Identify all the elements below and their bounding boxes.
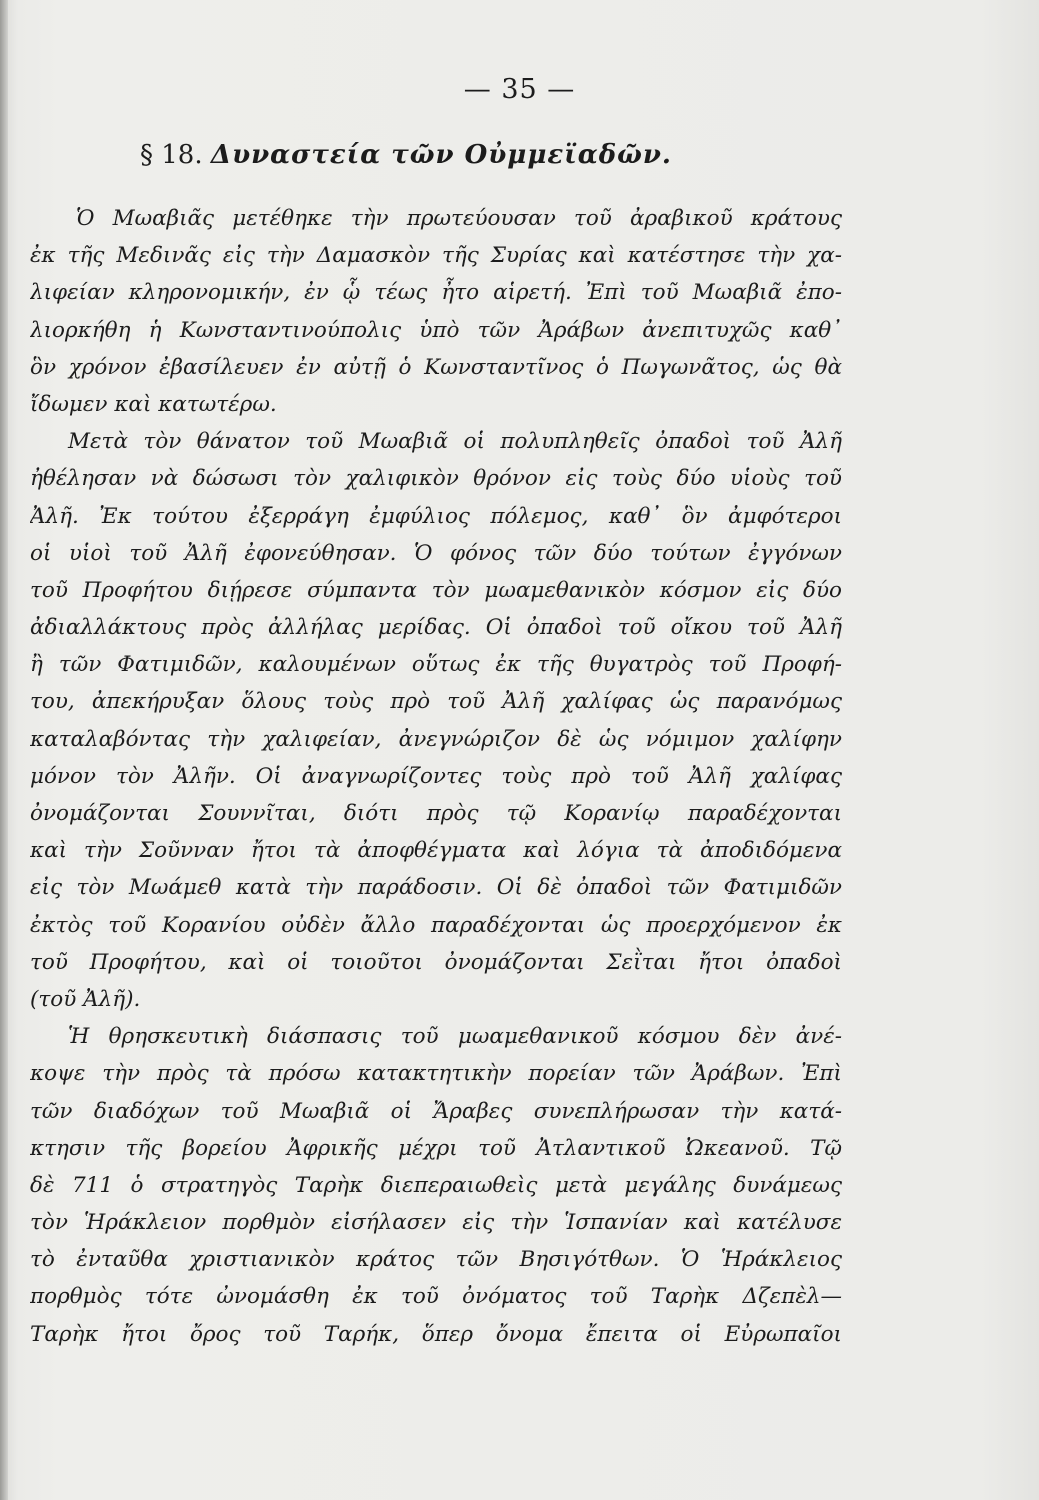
- text-line: ἀδιαλλάκτους πρὸς ἀλλήλας μερίδας. Οἱ ὀπαδοὶ τοῦ οἴκου τοῦ Ἀλῆ: [30, 615, 842, 641]
- text-line: ἢ τῶν Φατιμιδῶν, καλουμένων οὕτως ἐκ τῆς θυγατρὸς τοῦ Προφή-: [30, 652, 842, 678]
- text-line: ὀνομάζονται Σουννῖται, διότι πρὸς τῷ Κορανίῳ παραδέχονται: [30, 801, 842, 826]
- text-line: εἰς τὸν Μωάμεθ κατὰ τὴν παράδοσιν. Οἱ δὲ ὀπαδοὶ τῶν Φατιμιδῶν: [30, 875, 842, 901]
- text-line: Ὁ Μωαβιᾶς μετέθηκε τὴν πρωτεύουσαν τοῦ ἀραβικοῦ κράτους: [76, 206, 842, 231]
- text-line: Ταρὴκ ἤτοι ὄρος τοῦ Ταρήκ, ὅπερ ὄνομα ἔπειτα οἱ Εὐρωπαῖοι: [30, 1321, 842, 1347]
- text-line: κτησιν τῆς βορείου Ἀφρικῆς μέχρι τοῦ Ἀτλαντικοῦ Ὠκεανοῦ. Τῷ: [30, 1135, 842, 1161]
- page-number: — 35 —: [463, 74, 576, 105]
- section-title: Δυναστεία τῶν Οὐμμεϊαδῶν.: [210, 140, 672, 170]
- text-line: του, ἀπεκήρυξαν ὅλους τοὺς πρὸ τοῦ Ἀλῆ χαλίφας ὡς παρανόμως: [30, 689, 842, 715]
- text-line: ἐκ τῆς Μεδινᾶς εἰς τὴν Δαμασκὸν τῆς Συρίας καὶ κατέστησε τὴν χα-: [30, 243, 842, 269]
- text-line: δὲ 711 ὁ στρατηγὸς Ταρὴκ διεπεραιωθεὶς μετὰ μεγάλης δυνάμεως: [30, 1172, 842, 1198]
- binding-edge: [0, 0, 8, 1500]
- text-line: τῶν διαδόχων τοῦ Μωαβιᾶ οἱ Ἄραβες συνεπλήρωσαν τὴν κατά-: [30, 1098, 842, 1124]
- text-line: ἴδωμεν καὶ κατωτέρω.: [30, 391, 277, 417]
- text-line: κοψε τὴν πρὸς τὰ πρόσω κατακτητικὴν πορείαν τῶν Ἀράβων. Ἐπὶ: [30, 1061, 842, 1087]
- text-line: καταλαβόντας τὴν χαλιφείαν, ἀνεγνώριζον δὲ ὡς νόμιμον χαλίφην: [30, 726, 842, 752]
- text-line: οἱ υἱοὶ τοῦ Ἀλῆ ἐφονεύθησαν. Ὁ φόνος τῶν δύο τούτων ἐγγόνων: [30, 540, 842, 566]
- text-line: καὶ τὴν Σοῦνναν ἤτοι τὰ ἀποφθέγματα καὶ λόγια τὰ ἀποδιδόμενα: [30, 838, 842, 864]
- section-number: § 18.: [140, 140, 203, 170]
- text-line: πορθμὸς τότε ὠνομάσθη ἐκ τοῦ ὀνόματος τοῦ Ταρὴκ Δζεπὲλ—: [30, 1284, 842, 1310]
- text-line: λιφείαν κληρονομικήν, ἐν ᾧ τέως ἦτο αἱρετή. Ἐπὶ τοῦ Μωαβιᾶ ἐπο-: [30, 280, 842, 306]
- body-text: [30, 200, 842, 1353]
- text-line: (τοῦ Ἀλῆ).: [30, 986, 141, 1012]
- text-line: Ἡ θρησκευτικὴ διάσπασις τοῦ μωαμεθανικοῦ κόσμου δὲν ἀνέ-: [68, 1024, 842, 1050]
- text-line: τοῦ Προφήτου, καὶ οἱ τοιοῦτοι ὀνομάζονται Σεῒται ἤτοι ὀπαδοὶ: [30, 949, 842, 975]
- text-line: τὸν Ἡράκλειον πορθμὸν εἰσήλασεν εἰς τὴν Ἱσπανίαν καὶ κατέλυσε: [30, 1210, 842, 1236]
- text-line: Ἀλῆ. Ἐκ τούτου ἐξερράγη ἐμφύλιος πόλεμος, καθ᾽ ὃν ἀμφότεροι: [30, 503, 842, 529]
- text-line: ὃν χρόνον ἐβασίλευεν ἐν αὐτῇ ὁ Κωνσταντῖνος ὁ Πωγωνᾶτος, ὡς θὰ: [30, 354, 842, 380]
- text-line: ἠθέλησαν νὰ δώσωσι τὸν χαλιφικὸν θρόνον εἰς τοὺς δύο υἱοὺς τοῦ: [30, 466, 842, 492]
- text-line: ἐκτὸς τοῦ Κορανίου οὐδὲν ἄλλο παραδέχονται ὡς προερχόμενον ἐκ: [30, 912, 842, 938]
- text-line: Μετὰ τὸν θάνατον τοῦ Μωαβιᾶ οἱ πολυπληθεῖς ὀπαδοὶ τοῦ Ἀλῆ: [68, 429, 842, 455]
- text-line: τὸ ἐνταῦθα χριστιανικὸν κράτος τῶν Βησιγότθων. Ὁ Ἡράκλειος: [30, 1247, 842, 1273]
- section-heading: [140, 140, 672, 170]
- text-line: μόνον τὸν Ἀλῆν. Οἱ ἀναγνωρίζοντες τοὺς πρὸ τοῦ Ἀλῆ χαλίφας: [30, 763, 842, 789]
- text-line: λιορκήθη ἡ Κωνσταντινούπολις ὑπὸ τῶν Ἀράβων ἀνεπιτυχῶς καθ᾽: [30, 317, 842, 343]
- text-line: τοῦ Προφήτου διῄρεσε σύμπαντα τὸν μωαμεθανικὸν κόσμον εἰς δύο: [30, 577, 842, 603]
